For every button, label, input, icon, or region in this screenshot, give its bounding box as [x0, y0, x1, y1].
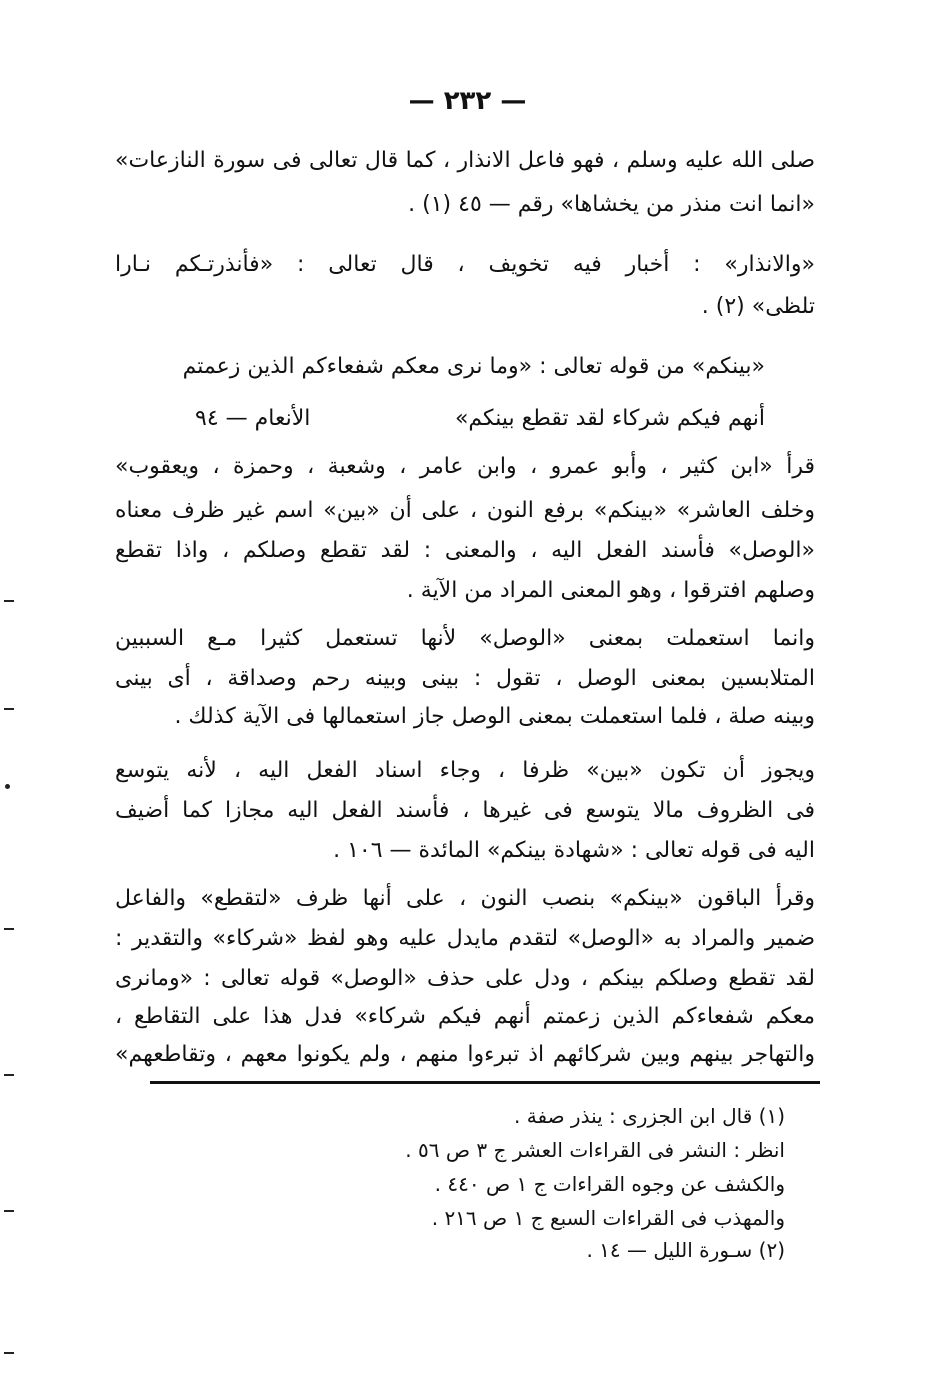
- footnote-1-ref-2: والكشف عن وجوه القراءات ج ١ ص ٤٤٠ .: [434, 1172, 785, 1196]
- footnote-1: (١) قال ابن الجزرى : ينذر صفة .: [514, 1104, 785, 1128]
- body-line-19: والتهاجر بينهم وبين شركائهم اذ تبرءوا منهم ، ولم يكونوا معهم ، وتقاطعهم»: [115, 1042, 815, 1067]
- body-line-18: معكم شفعاءكم الذين زعمتم أنهم فيكم شركاء» فدل هذا على التقاطع ،: [115, 1004, 815, 1029]
- body-line-1: صلى الله عليه وسلم ، فهو فاعل الانذار ، كما قال تعالى فى سورة النازعات»: [115, 148, 815, 173]
- body-line-9: وانما استعملت بمعنى «الوصل» لأنها تستعمل كثيرا مـع السببين: [115, 626, 815, 651]
- verse-line-2: أنهم فيكم شركاء لقد تقطع بينكم»: [454, 406, 765, 431]
- body-line-15: وقرأ الباقون «بينكم» بنصب النون ، على أنها ظرف «لتقطع» والفاعل: [115, 886, 815, 911]
- body-line-5: قرأ «ابن كثير ، وأبو عمرو ، وابن عامر ، وشعبة ، وحمزة ، ويعقوب»: [115, 454, 815, 479]
- body-line-10: المتلابسين بمعنى الوصل ، تقول : بينى وبينه رحم وصداقة ، أى بينى: [115, 666, 815, 691]
- margin-mark: [4, 1210, 14, 1212]
- body-line-8: وصلهم افترقوا ، وهو المعنى المراد من الآية .: [406, 578, 815, 603]
- body-line-6: وخلف العاشر» «بينكم» برفع النون ، على أن «بين» اسم غير ظرف معناه: [115, 498, 815, 523]
- margin-mark: [4, 928, 14, 930]
- margin-mark: [4, 600, 14, 602]
- body-line-7: «الوصل» فأسند الفعل اليه ، والمعنى : لقد تقطع وصلكم ، واذا تقطع: [115, 538, 815, 563]
- body-line-12: ويجوز أن تكون «بين» ظرفا ، وجاء اسناد الفعل اليه ، لأنه يتوسع: [115, 758, 815, 783]
- body-line-11: وبينه صلة ، فلما استعملت بمعنى الوصل جاز استعمالها فى الآية كذلك .: [174, 704, 815, 729]
- footnote-2: (٢) سـورة الليل — ١٤ .: [586, 1238, 785, 1262]
- margin-mark: [4, 708, 14, 710]
- body-line-4: تلظى» (٢) .: [701, 294, 815, 319]
- margin-mark: [4, 1074, 14, 1076]
- body-line-16: ضمير والمراد به «الوصل» لتقدم مايدل عليه وهو لفظ «شركاء» والتقدير :: [115, 926, 815, 951]
- body-line-14: اليه فى قوله تعالى : «شهادة بينكم» المائدة — ١٠٦ .: [333, 838, 815, 863]
- margin-mark: [4, 1352, 14, 1354]
- body-line-2: «انما انت منذر من يخشاها» رقم — ٤٥ (١) .: [408, 192, 815, 217]
- footnote-1-ref-3: والمهذب فى القراءات السبع ج ١ ص ٢١٦ .: [431, 1206, 785, 1230]
- body-line-13: فى الظروف مالا يتوسع فى غيرها ، فأسند الفعل اليه مجازا كما أضيف: [115, 798, 815, 823]
- body-line-17: لقد تقطع وصلكم بينكم ، ودل على حذف «الوصل» قوله تعالى : «ومانرى: [115, 966, 815, 991]
- footnote-1-ref-1: انظر : النشر فى القراءات العشر ج ٣ ص ٥٦ .: [405, 1138, 785, 1162]
- verse-reference: الأنعام — ٩٤: [195, 406, 311, 431]
- verse-line-1: «بينكم» من قوله تعالى : «وما نرى معكم شفعاءكم الذين زعمتم: [182, 354, 765, 379]
- margin-dot: [5, 784, 10, 789]
- page-number: — ٢٣٢ —: [408, 86, 527, 116]
- body-line-3: «والانذار» : أخبار فيه تخويف ، قال تعالى : «فأنذرتـكم نـارا: [115, 252, 815, 277]
- footnote-separator: [150, 1081, 820, 1084]
